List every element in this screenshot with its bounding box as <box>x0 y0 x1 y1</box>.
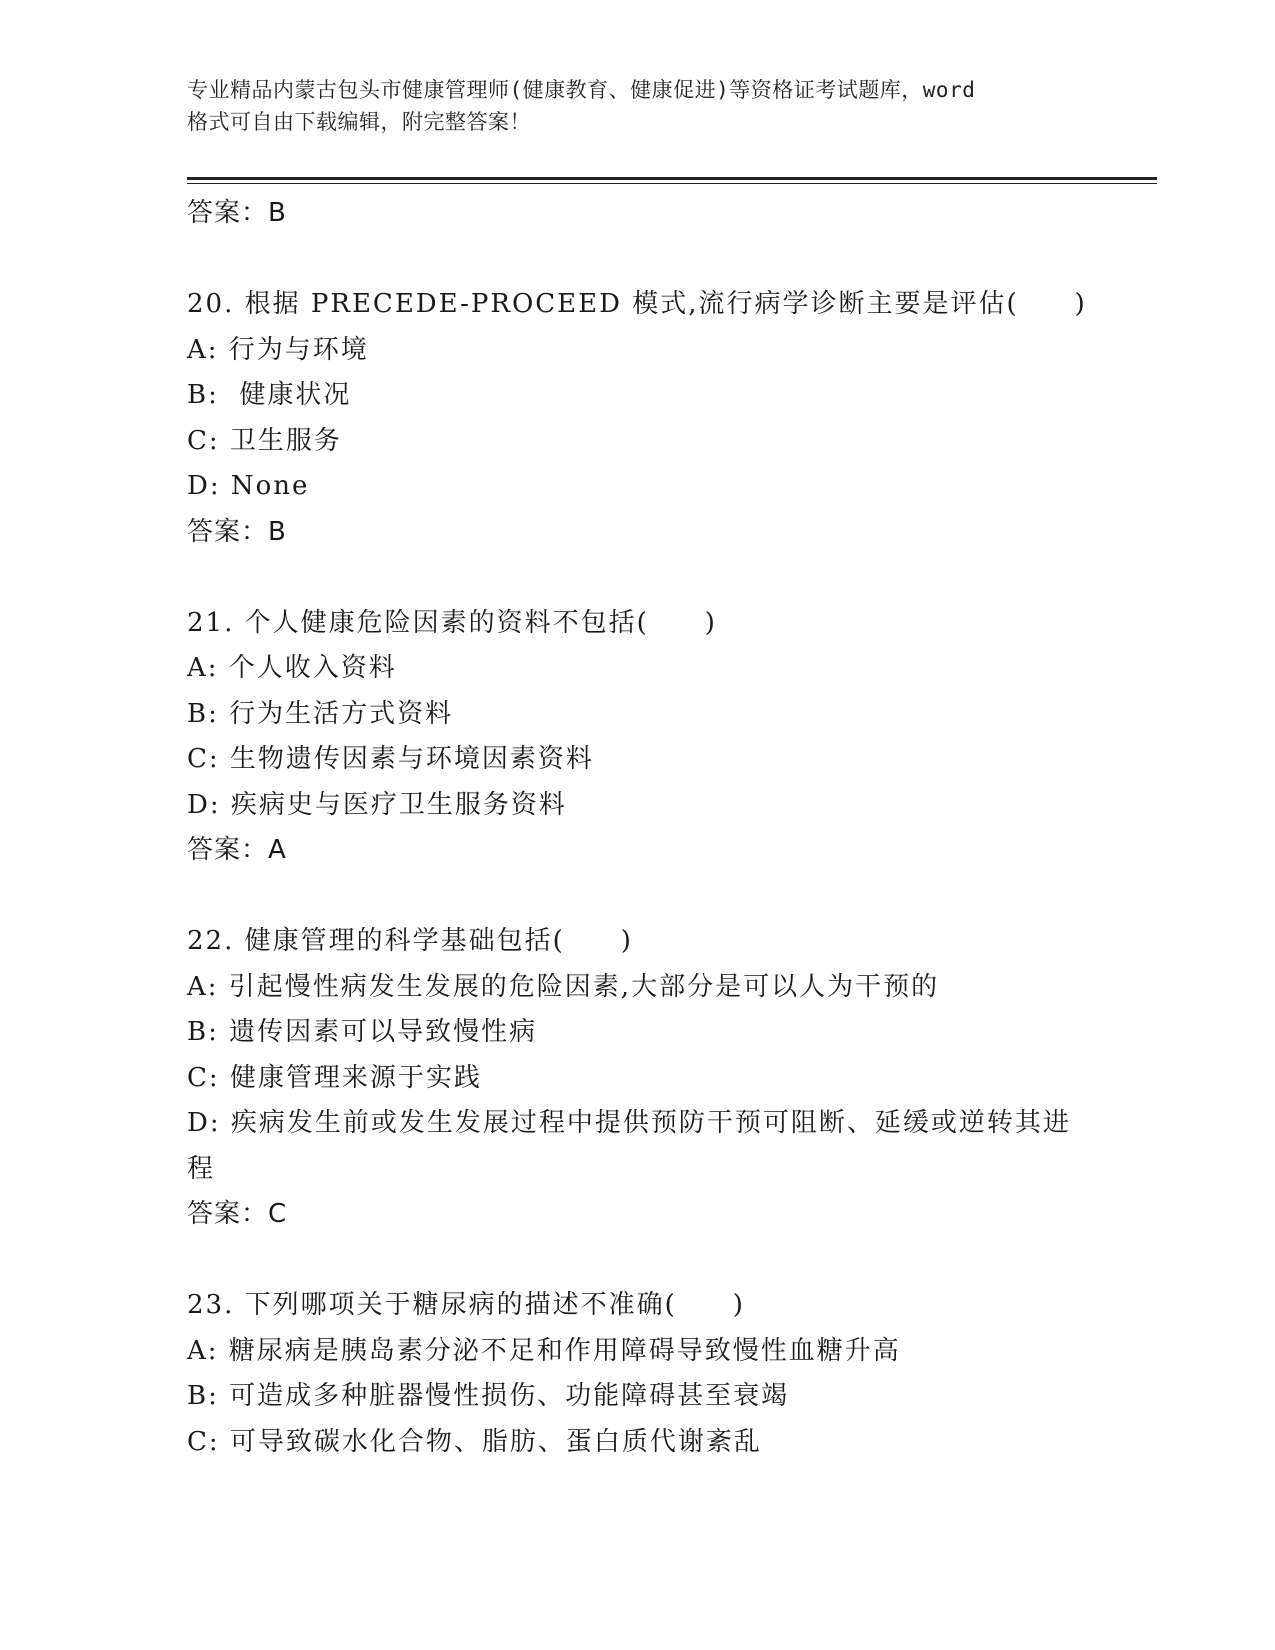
header-rule-thin <box>187 183 1157 184</box>
question-21 <box>187 601 1087 874</box>
option-a: A: 个人收入资料 <box>187 653 397 683</box>
option-c: C: 可导致碳水化合物、脂肪、蛋白质代谢紊乱 <box>187 1426 762 1457</box>
option-a: A: 行为与环境 <box>187 334 369 365</box>
option-b: B: 遗传因素可以导致慢性病 <box>187 1017 538 1047</box>
document-header <box>187 74 1087 138</box>
question-stem: 20. 根据 PRECEDE-PROCEED 模式,流行病学诊断主要是评估( ) <box>187 289 1087 319</box>
question-stem: 23. 下列哪项关于糖尿病的描述不准确( ) <box>187 1290 745 1320</box>
option-d: D: 疾病发生前或发生发展过程中提供预防干预可阻断、延缓或逆转其进程 <box>187 1108 1071 1184</box>
option-d: D: 疾病史与医疗卫生服务资料 <box>187 789 567 820</box>
question-stem: 21. 个人健康危险因素的资料不包括( ) <box>187 607 717 638</box>
question-20 <box>187 282 1087 555</box>
question-list <box>187 191 1087 1465</box>
answer: 答案：C <box>187 1199 288 1229</box>
option-b: B: 健康状况 <box>187 380 352 410</box>
answer: 答案：A <box>187 835 287 865</box>
option-c: C: 生物遗传因素与环境因素资料 <box>187 744 594 774</box>
option-b: B: 可造成多种脏器慢性损伤、功能障碍甚至衰竭 <box>187 1381 790 1411</box>
option-a: A: 糖尿病是胰岛素分泌不足和作用障碍导致慢性血糖升高 <box>187 1335 901 1366</box>
header-line-2: 格式可自由下载编辑，附完整答案！ <box>187 110 531 134</box>
question-22 <box>187 919 1087 1238</box>
option-c: C: 健康管理来源于实践 <box>187 1062 482 1093</box>
question-23 <box>187 1283 1087 1465</box>
question-stem: 22. 健康管理的科学基础包括( ) <box>187 926 633 956</box>
header-rule-thick <box>187 177 1157 180</box>
option-a: A: 引起慢性病发生发展的危险因素,大部分是可以人为干预的 <box>187 971 940 1002</box>
header-line-1: 专业精品内蒙古包头市健康管理师(健康教育、健康促进)等资格证考试题库，word <box>187 78 976 102</box>
option-b: B: 行为生活方式资料 <box>187 698 454 729</box>
answer: 答案：B <box>187 516 287 547</box>
answer-previous: 答案：B <box>187 198 287 228</box>
option-d: D: None <box>187 471 310 501</box>
option-c: C: 卫生服务 <box>187 425 342 456</box>
